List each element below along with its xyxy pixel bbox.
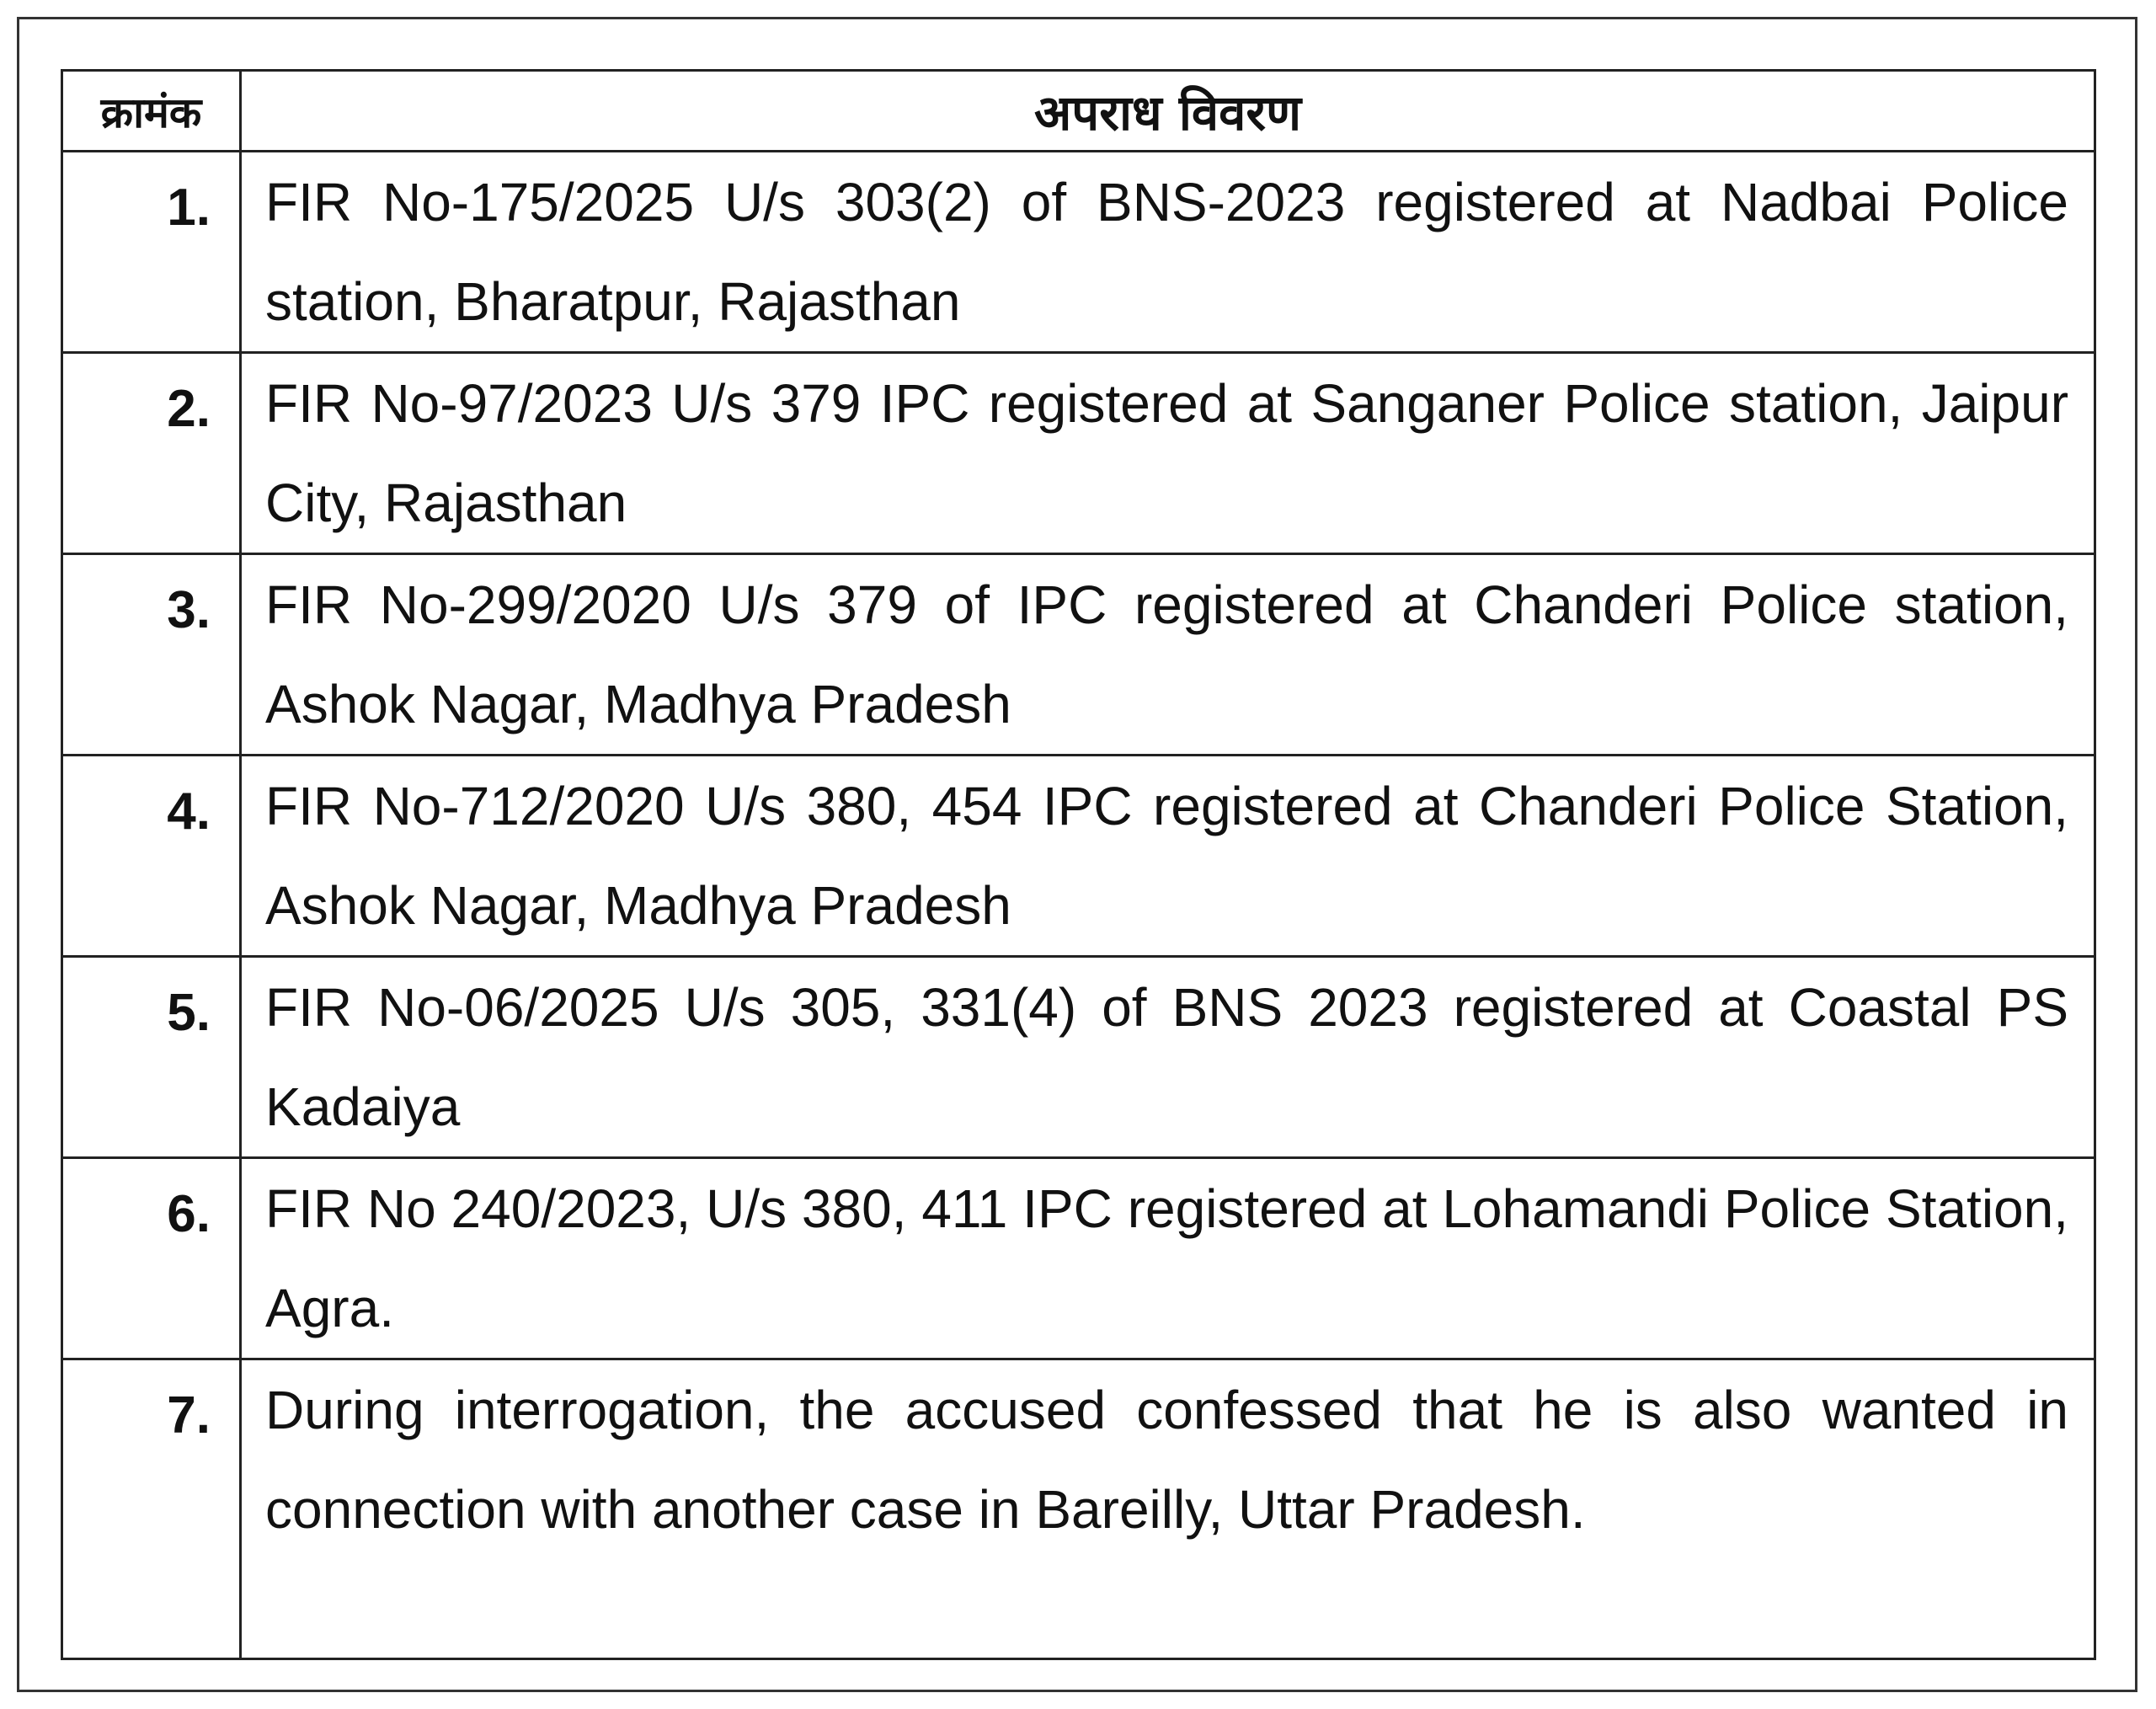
- crime-details-header: अपराध विवरण: [241, 71, 2095, 152]
- crime-detail-cell: FIR No 240/2023, U/s 380, 411 IPC registered at Lohamandi Police Station, Agra.: [241, 1158, 2095, 1359]
- serial-number-cell: 3.: [62, 554, 241, 756]
- crime-detail-cell: FIR No-06/2025 U/s 305, 331(4) of BNS 2023 registered at Coastal PS Kadaiya: [241, 957, 2095, 1158]
- table-row: [62, 554, 2095, 756]
- table-row: [62, 1158, 2095, 1359]
- table-row: [62, 957, 2095, 1158]
- serial-number-cell: 4.: [62, 756, 241, 957]
- serial-number-cell: 5.: [62, 957, 241, 1158]
- serial-number-cell: 7.: [62, 1359, 241, 1659]
- table-row: [62, 1359, 2095, 1659]
- table-row: [62, 353, 2095, 554]
- table-row: [62, 756, 2095, 957]
- crime-details-table: [61, 69, 2096, 1660]
- table-header-row: [62, 71, 2095, 152]
- crime-detail-cell: FIR No-712/2020 U/s 380, 454 IPC registered at Chanderi Police Station, Ashok Nagar, Madhya Pradesh: [241, 756, 2095, 957]
- crime-detail-cell: FIR No-97/2023 U/s 379 IPC registered at Sanganer Police station, Jaipur City, Rajasthan: [241, 353, 2095, 554]
- serial-number-cell: 6.: [62, 1158, 241, 1359]
- serial-number-header: क्रामंक: [62, 71, 241, 152]
- crime-detail-cell: FIR No-175/2025 U/s 303(2) of BNS-2023 registered at Nadbai Police station, Bharatpur, Rajasthan: [241, 152, 2095, 353]
- table-row: [62, 152, 2095, 353]
- crime-detail-cell: FIR No-299/2020 U/s 379 of IPC registered at Chanderi Police station, Ashok Nagar, Madhya Pradesh: [241, 554, 2095, 756]
- crime-detail-cell: During interrogation, the accused confessed that he is also wanted in connection with another case in Bareilly, Uttar Pradesh.: [241, 1359, 2095, 1659]
- serial-number-cell: 2.: [62, 353, 241, 554]
- serial-number-cell: 1.: [62, 152, 241, 353]
